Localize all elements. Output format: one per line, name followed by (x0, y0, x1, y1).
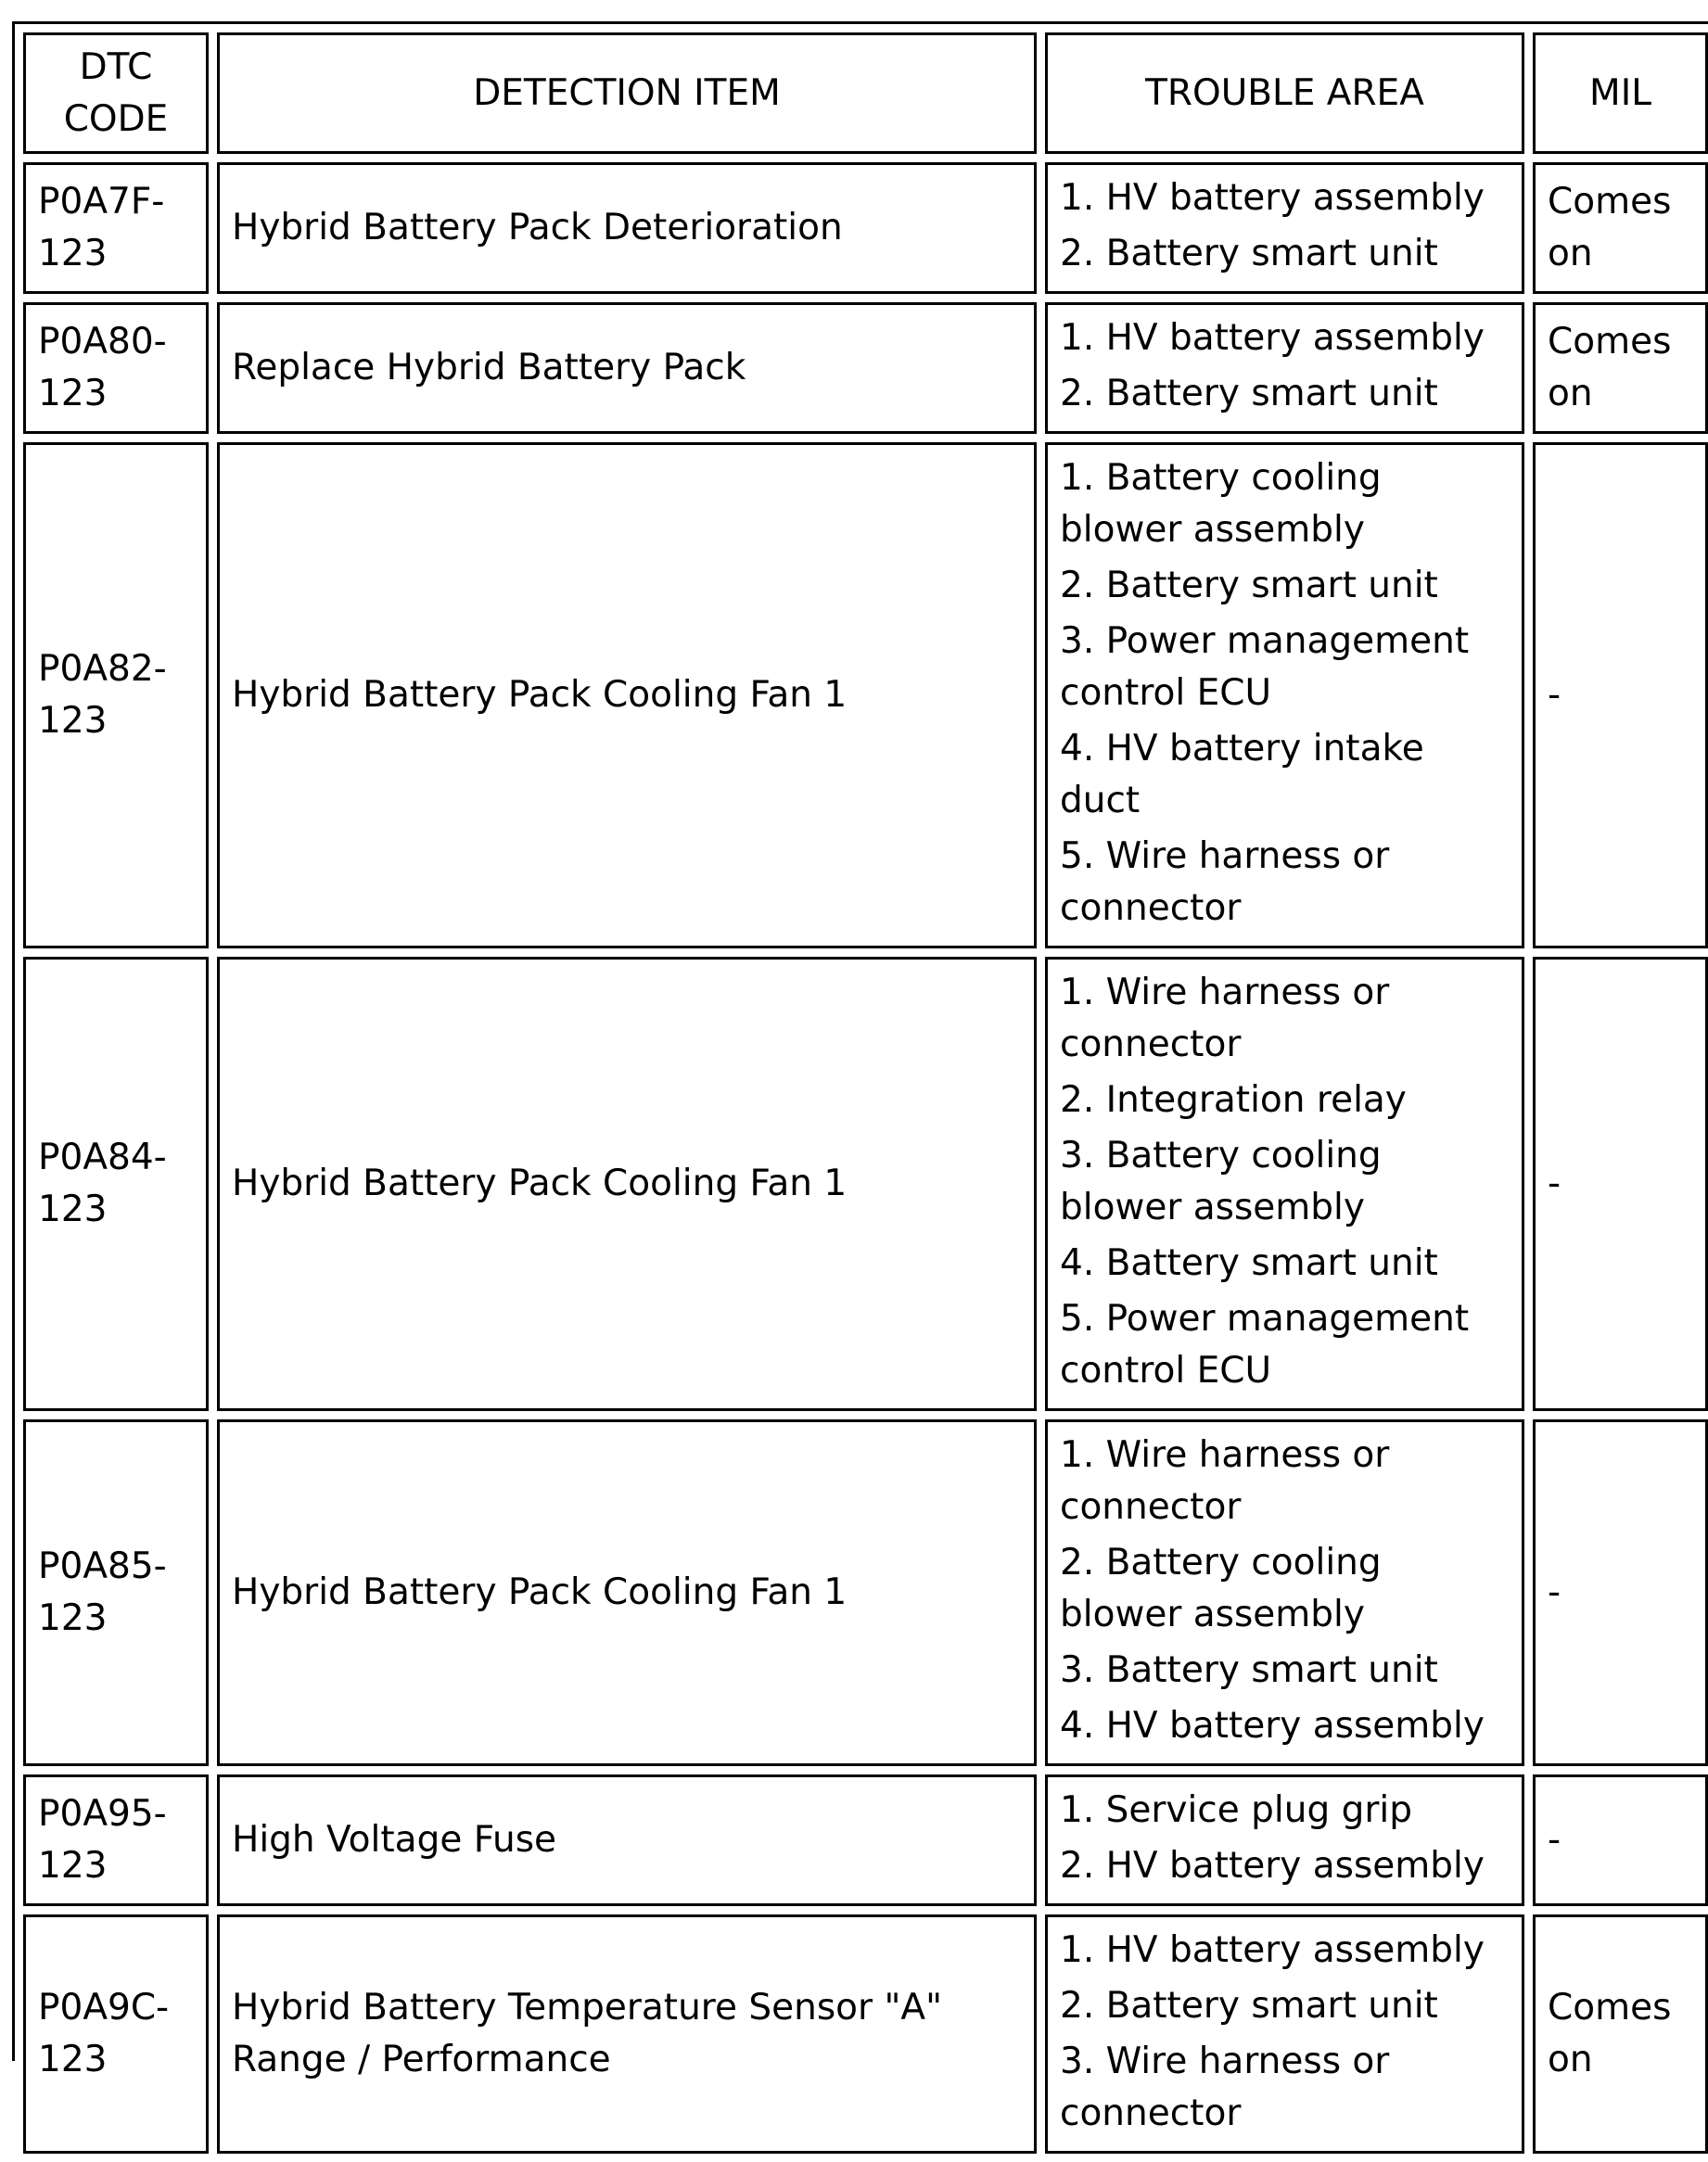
header-mil: MIL (1533, 32, 1708, 154)
detection-item-cell: Hybrid Battery Pack Cooling Fan 1 (217, 957, 1037, 1411)
trouble-area-item: 4. Battery smart unit (1060, 1242, 1438, 1284)
table-row (23, 442, 1708, 948)
trouble-area-item: 1. HV battery assembly (1060, 317, 1485, 359)
table-row (23, 957, 1708, 1411)
mil-cell: - (1533, 957, 1708, 1411)
mil-cell: - (1533, 442, 1708, 948)
trouble-area-item: 1. Wire harness or connector (1060, 1434, 1390, 1528)
dtc-code-cell: P0A95-123 (23, 1774, 209, 1906)
dtc-code-cell: P0A85-123 (23, 1419, 209, 1766)
mil-cell: Comes on (1533, 162, 1708, 294)
table-row (23, 1774, 1708, 1906)
trouble-area-item: 5. Power management control ECU (1060, 1298, 1470, 1392)
trouble-area-item: 2. Battery smart unit (1060, 1985, 1438, 2027)
trouble-area-item: 3. Battery cooling blower assembly (1060, 1135, 1382, 1228)
detection-item-cell: Hybrid Battery Pack Cooling Fan 1 (217, 1419, 1037, 1766)
trouble-area-cell (1045, 1774, 1524, 1906)
table-row (23, 1914, 1708, 2154)
trouble-area-item: 1. Service plug grip (1060, 1789, 1412, 1831)
table-row (23, 1419, 1708, 1766)
trouble-area-item: 2. Battery smart unit (1060, 233, 1438, 274)
dtc-code-cell: P0A9C-123 (23, 1914, 209, 2154)
trouble-area-cell (1045, 442, 1524, 948)
trouble-area-item: 1. Battery cooling blower assembly (1060, 457, 1382, 551)
mil-cell: - (1533, 1419, 1708, 1766)
header-detection-item: DETECTION ITEM (217, 32, 1037, 154)
mil-cell: Comes on (1533, 302, 1708, 434)
trouble-area-item: 2. Integration relay (1060, 1079, 1407, 1121)
trouble-area-item: 2. Battery smart unit (1060, 373, 1438, 414)
detection-item-cell: Hybrid Battery Temperature Sensor "A" Range / Performance (217, 1914, 1037, 2154)
trouble-area-cell (1045, 162, 1524, 294)
mil-cell: Comes on (1533, 1914, 1708, 2154)
table-row (23, 302, 1708, 434)
detection-item-cell: High Voltage Fuse (217, 1774, 1037, 1906)
dtc-table-frame (12, 21, 1708, 2134)
dtc-code-cell: P0A84-123 (23, 957, 209, 1411)
table-header-row (23, 32, 1708, 154)
trouble-area-cell (1045, 302, 1524, 434)
trouble-area-item: 3. Wire harness or connector (1060, 2041, 1390, 2134)
trouble-area-item: 2. Battery cooling blower assembly (1060, 1542, 1382, 1635)
detection-item-cell: Hybrid Battery Pack Cooling Fan 1 (217, 442, 1037, 948)
trouble-area-item: 1. HV battery assembly (1060, 177, 1485, 219)
trouble-area-cell (1045, 1419, 1524, 1766)
detection-item-cell: Replace Hybrid Battery Pack (217, 302, 1037, 434)
trouble-area-item: 3. Battery smart unit (1060, 1649, 1438, 1691)
trouble-area-item: 3. Power management control ECU (1060, 620, 1470, 714)
dtc-code-cell: P0A80-123 (23, 302, 209, 434)
header-dtc-code: DTC CODE (23, 32, 209, 154)
trouble-area-item: 2. HV battery assembly (1060, 1845, 1485, 1887)
trouble-area-item: 2. Battery smart unit (1060, 565, 1438, 606)
dtc-code-cell: P0A7F-123 (23, 162, 209, 294)
mil-cell: - (1533, 1774, 1708, 1906)
dtc-code-cell: P0A82-123 (23, 442, 209, 948)
trouble-area-cell (1045, 957, 1524, 1411)
dtc-table (15, 24, 1708, 2162)
header-trouble-area: TROUBLE AREA (1045, 32, 1524, 154)
table-row (23, 162, 1708, 294)
trouble-area-item: 4. HV battery intake duct (1060, 728, 1424, 821)
trouble-area-item: 4. HV battery assembly (1060, 1705, 1485, 1747)
trouble-area-cell (1045, 1914, 1524, 2154)
trouble-area-item: 1. Wire harness or connector (1060, 972, 1390, 1065)
trouble-area-item: 1. HV battery assembly (1060, 1929, 1485, 1971)
trouble-area-item: 5. Wire harness or connector (1060, 835, 1390, 929)
detection-item-cell: Hybrid Battery Pack Deterioration (217, 162, 1037, 294)
